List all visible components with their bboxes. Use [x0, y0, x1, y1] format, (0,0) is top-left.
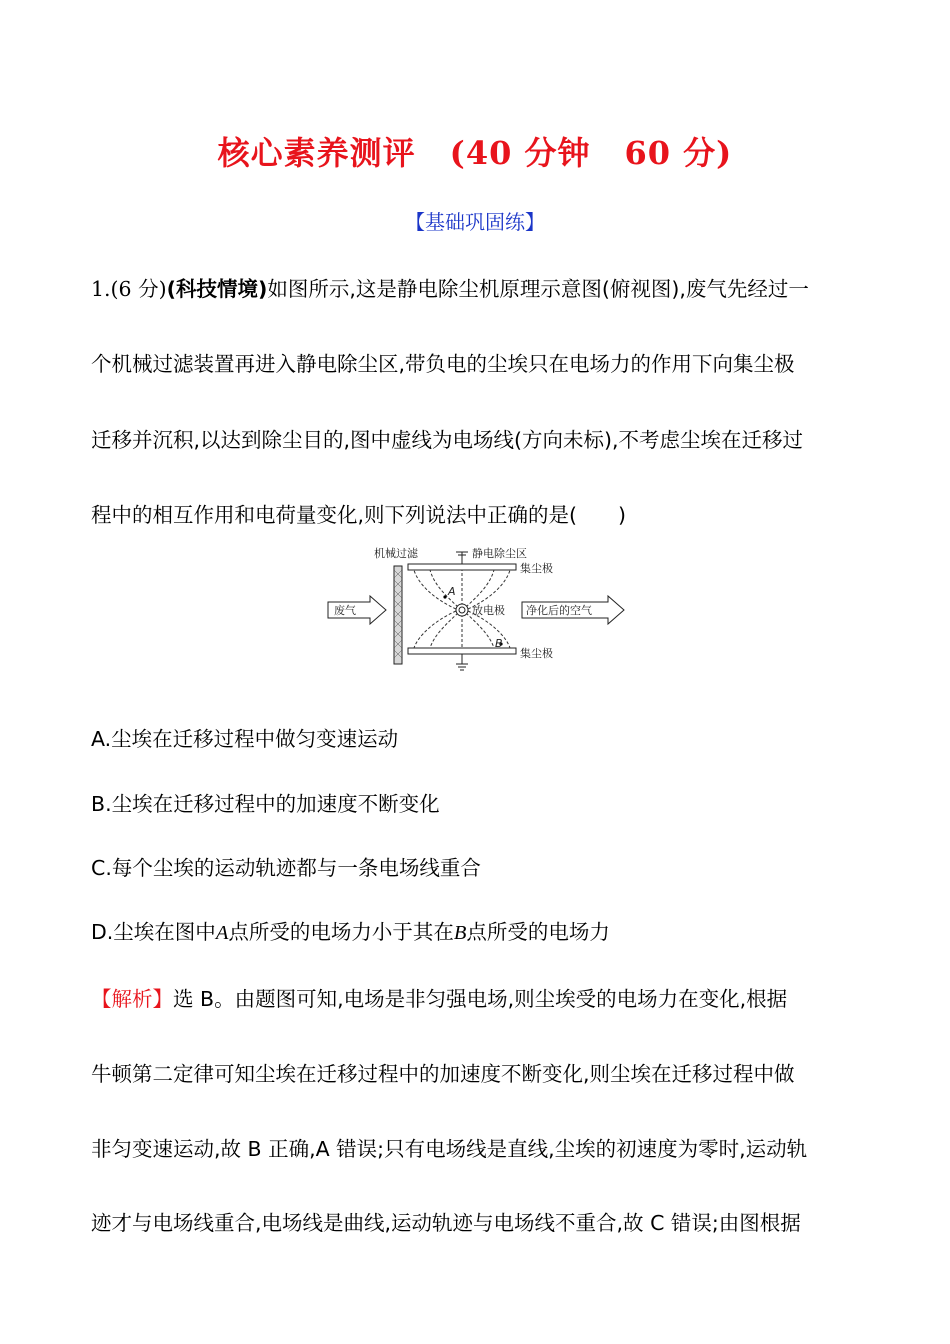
analysis-line-2: 牛顿第二定律可知尘埃在迁移过程中的加速度不断变化,则尘埃在迁移过程中做 [91, 1062, 795, 1086]
label-filter: 机械过滤 [374, 547, 418, 560]
analysis-line-1 [91, 982, 861, 1012]
analysis-text-1: 选 B。由题图可知,电场是非匀强电场,则尘埃受的电场力在变化,根据 [173, 987, 788, 1011]
question-tag: (科技情境) [166, 277, 268, 301]
question-text-1: 如图所示,这是静电除尘机原理示意图(俯视图),废气先经过一 [267, 277, 809, 301]
label-collector-top: 集尘极 [520, 562, 553, 575]
label-input: 废气 [334, 604, 356, 617]
discharge-electrode [456, 604, 468, 616]
section-heading: 【基础巩固练】 [405, 210, 545, 234]
title-score: 60 分) [624, 134, 733, 172]
label-point-b: B [495, 637, 503, 650]
question-line-1 [91, 272, 861, 302]
title-main: 核心素养测评 [217, 134, 416, 172]
question-line-2: 个机械过滤装置再进入静电除尘区,带负电的尘埃只在电场力的作用下向集尘极 [91, 352, 795, 376]
option-b: B.尘埃在迁移过程中的加速度不断变化 [91, 792, 440, 816]
label-discharge: 放电极 [472, 604, 505, 617]
label-collector-bottom: 集尘极 [520, 647, 553, 660]
question-line-4: 程中的相互作用和电荷量变化,则下列说法中正确的是( ) [91, 503, 627, 527]
label-output: 净化后的空气 [526, 604, 592, 617]
question-line-3: 迁移并沉积,以达到除尘目的,图中虚线为电场线(方向未标),不考虑尘埃在迁移过 [91, 428, 804, 452]
analysis-line-3: 非匀变速运动,故 B 正确,A 错误;只有电场线是直线,尘埃的初速度为零时,运动轨 [91, 1137, 808, 1161]
label-zone: 静电除尘区 [472, 547, 527, 560]
point-a-dot [443, 595, 446, 598]
filter-mesh [394, 566, 402, 664]
collector-plate-top [408, 564, 516, 570]
option-a: A.尘埃在迁移过程中做匀变速运动 [91, 727, 399, 751]
question-number: 1.(6 分) [91, 277, 167, 301]
analysis-label: 【解析】 [91, 987, 173, 1011]
electrostatic-precipitator-diagram [326, 544, 628, 672]
label-point-a: A [448, 585, 456, 598]
title-time: (40 分钟 [449, 134, 591, 172]
page-title [0, 128, 950, 174]
option-c: C.每个尘埃的运动轨迹都与一条电场线重合 [91, 856, 481, 880]
option-d: D.尘埃在图中A点所受的电场力小于其在B点所受的电场力 [91, 920, 610, 944]
analysis-line-4: 迹才与电场线重合,电场线是曲线,运动轨迹与电场线不重合,故 C 错误;由图根据 [91, 1211, 801, 1235]
